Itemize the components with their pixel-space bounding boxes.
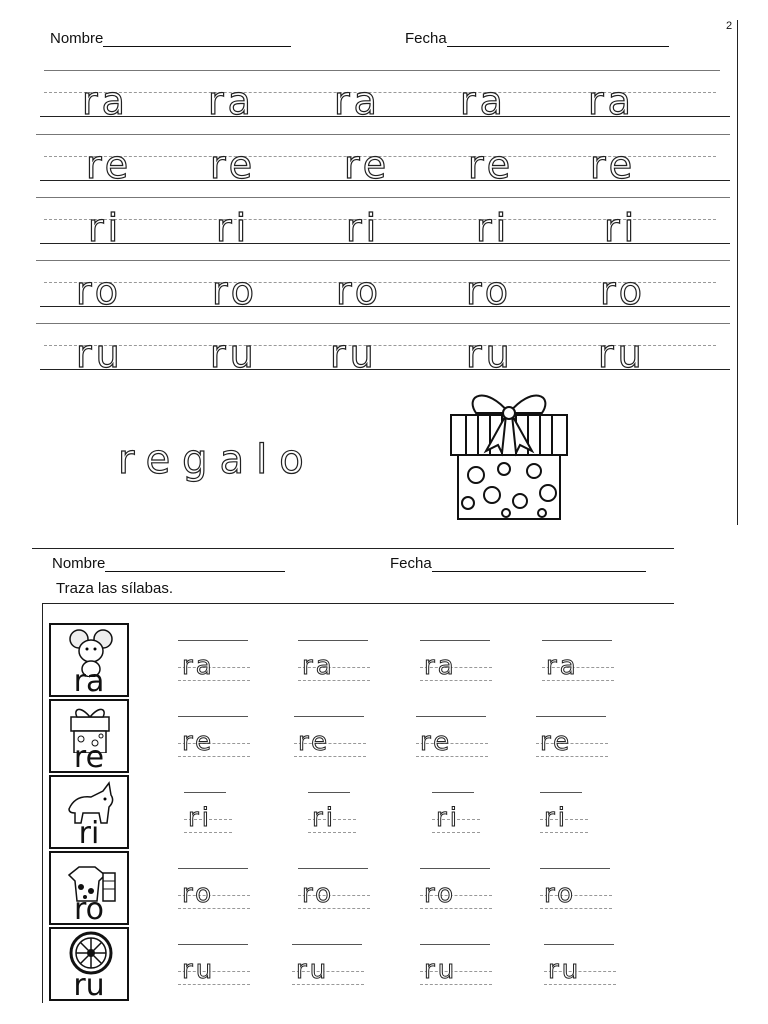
head-line (178, 640, 248, 641)
traced-syllable: re (182, 727, 215, 757)
traced-syllable: ro (182, 879, 215, 909)
head-line (36, 197, 730, 198)
head-line (420, 640, 490, 641)
traced-syllable: ra (588, 79, 635, 123)
picture-box-ri (49, 775, 129, 849)
traced-syllable: ru (296, 955, 330, 985)
sheet-top-line (32, 548, 674, 549)
traced-syllable: re (344, 143, 391, 187)
left-margin-line (42, 603, 43, 1003)
traced-syllable: ro (336, 269, 383, 313)
traced-syllable: ri (544, 803, 568, 833)
traced-syllable: ra (424, 651, 457, 681)
traced-syllable: ru (210, 332, 258, 376)
traced-syllable: ri (436, 803, 460, 833)
traced-syllable: re (420, 727, 453, 757)
head-line (178, 716, 248, 717)
head-line (292, 944, 362, 945)
traced-syllable: ro (600, 269, 647, 313)
traced-syllable: re (590, 143, 637, 187)
traced-syllable: ri (88, 206, 123, 250)
traced-syllable: ri (604, 206, 639, 250)
traced-syllable: ri (476, 206, 511, 250)
traced-syllable: ro (212, 269, 259, 313)
traced-syllable: ru (466, 332, 514, 376)
traced-syllable: ru (182, 955, 216, 985)
traced-syllable: ra (334, 79, 381, 123)
head-line (540, 868, 610, 869)
head-line (36, 323, 730, 324)
gift-box-icon (446, 385, 572, 523)
traced-syllable: ru (598, 332, 646, 376)
traced-syllable: ro (76, 269, 123, 313)
picture-box-re (49, 699, 129, 773)
box-syllable-label: ra (73, 664, 105, 699)
head-line (542, 640, 612, 641)
traced-syllable: ru (548, 955, 582, 985)
instruction-text: Traza las sílabas. (56, 580, 173, 597)
traced-syllable: ru (330, 332, 378, 376)
date-label: Fecha (405, 30, 669, 47)
head-line (416, 716, 486, 717)
traced-syllable: ri (312, 803, 336, 833)
traced-syllable: re (86, 143, 133, 187)
traced-syllable: ra (182, 651, 215, 681)
traced-syllable: ro (544, 879, 577, 909)
traced-syllable: ra (302, 651, 335, 681)
name-label: Nombre (50, 30, 291, 47)
right-margin-line (737, 20, 738, 525)
head-line (544, 944, 614, 945)
date-label-2: Fecha (390, 555, 646, 572)
head-line (184, 792, 226, 793)
head-line (536, 716, 606, 717)
page-number: 2 (726, 20, 733, 32)
traced-syllable: ra (208, 79, 255, 123)
head-line (44, 70, 720, 71)
traced-syllable: ri (346, 206, 381, 250)
head-line (298, 868, 368, 869)
traced-syllable: ra (460, 79, 507, 123)
traced-syllable: re (540, 727, 573, 757)
head-line (308, 792, 350, 793)
head-line (540, 792, 582, 793)
box-syllable-label: ro (73, 892, 105, 927)
head-line (294, 716, 364, 717)
box-syllable-label: ri (78, 816, 100, 851)
header-divider (42, 603, 674, 604)
traced-syllable: ru (76, 332, 124, 376)
traced-syllable: ru (424, 955, 458, 985)
head-line (432, 792, 474, 793)
traced-syllable: ra (546, 651, 579, 681)
traced-syllable: ro (302, 879, 335, 909)
traced-syllable: ri (188, 803, 212, 833)
traced-syllable: ri (216, 206, 251, 250)
picture-box-ra (49, 623, 129, 697)
head-line (36, 134, 730, 135)
head-line (420, 868, 490, 869)
traced-syllable: re (298, 727, 331, 757)
head-line (178, 868, 248, 869)
traced-syllable: ra (82, 79, 129, 123)
traced-syllable: ro (424, 879, 457, 909)
picture-box-ro (49, 851, 129, 925)
traced-syllable: re (210, 143, 257, 187)
traced-word: regalo (118, 437, 316, 483)
traced-syllable: ro (466, 269, 513, 313)
traced-syllable: re (468, 143, 515, 187)
head-line (298, 640, 368, 641)
box-syllable-label: ru (73, 968, 105, 1003)
head-line (178, 944, 248, 945)
name-label-2: Nombre (52, 555, 285, 572)
picture-box-ru (49, 927, 129, 1001)
head-line (420, 944, 490, 945)
head-line (36, 260, 730, 261)
box-syllable-label: re (73, 740, 105, 775)
